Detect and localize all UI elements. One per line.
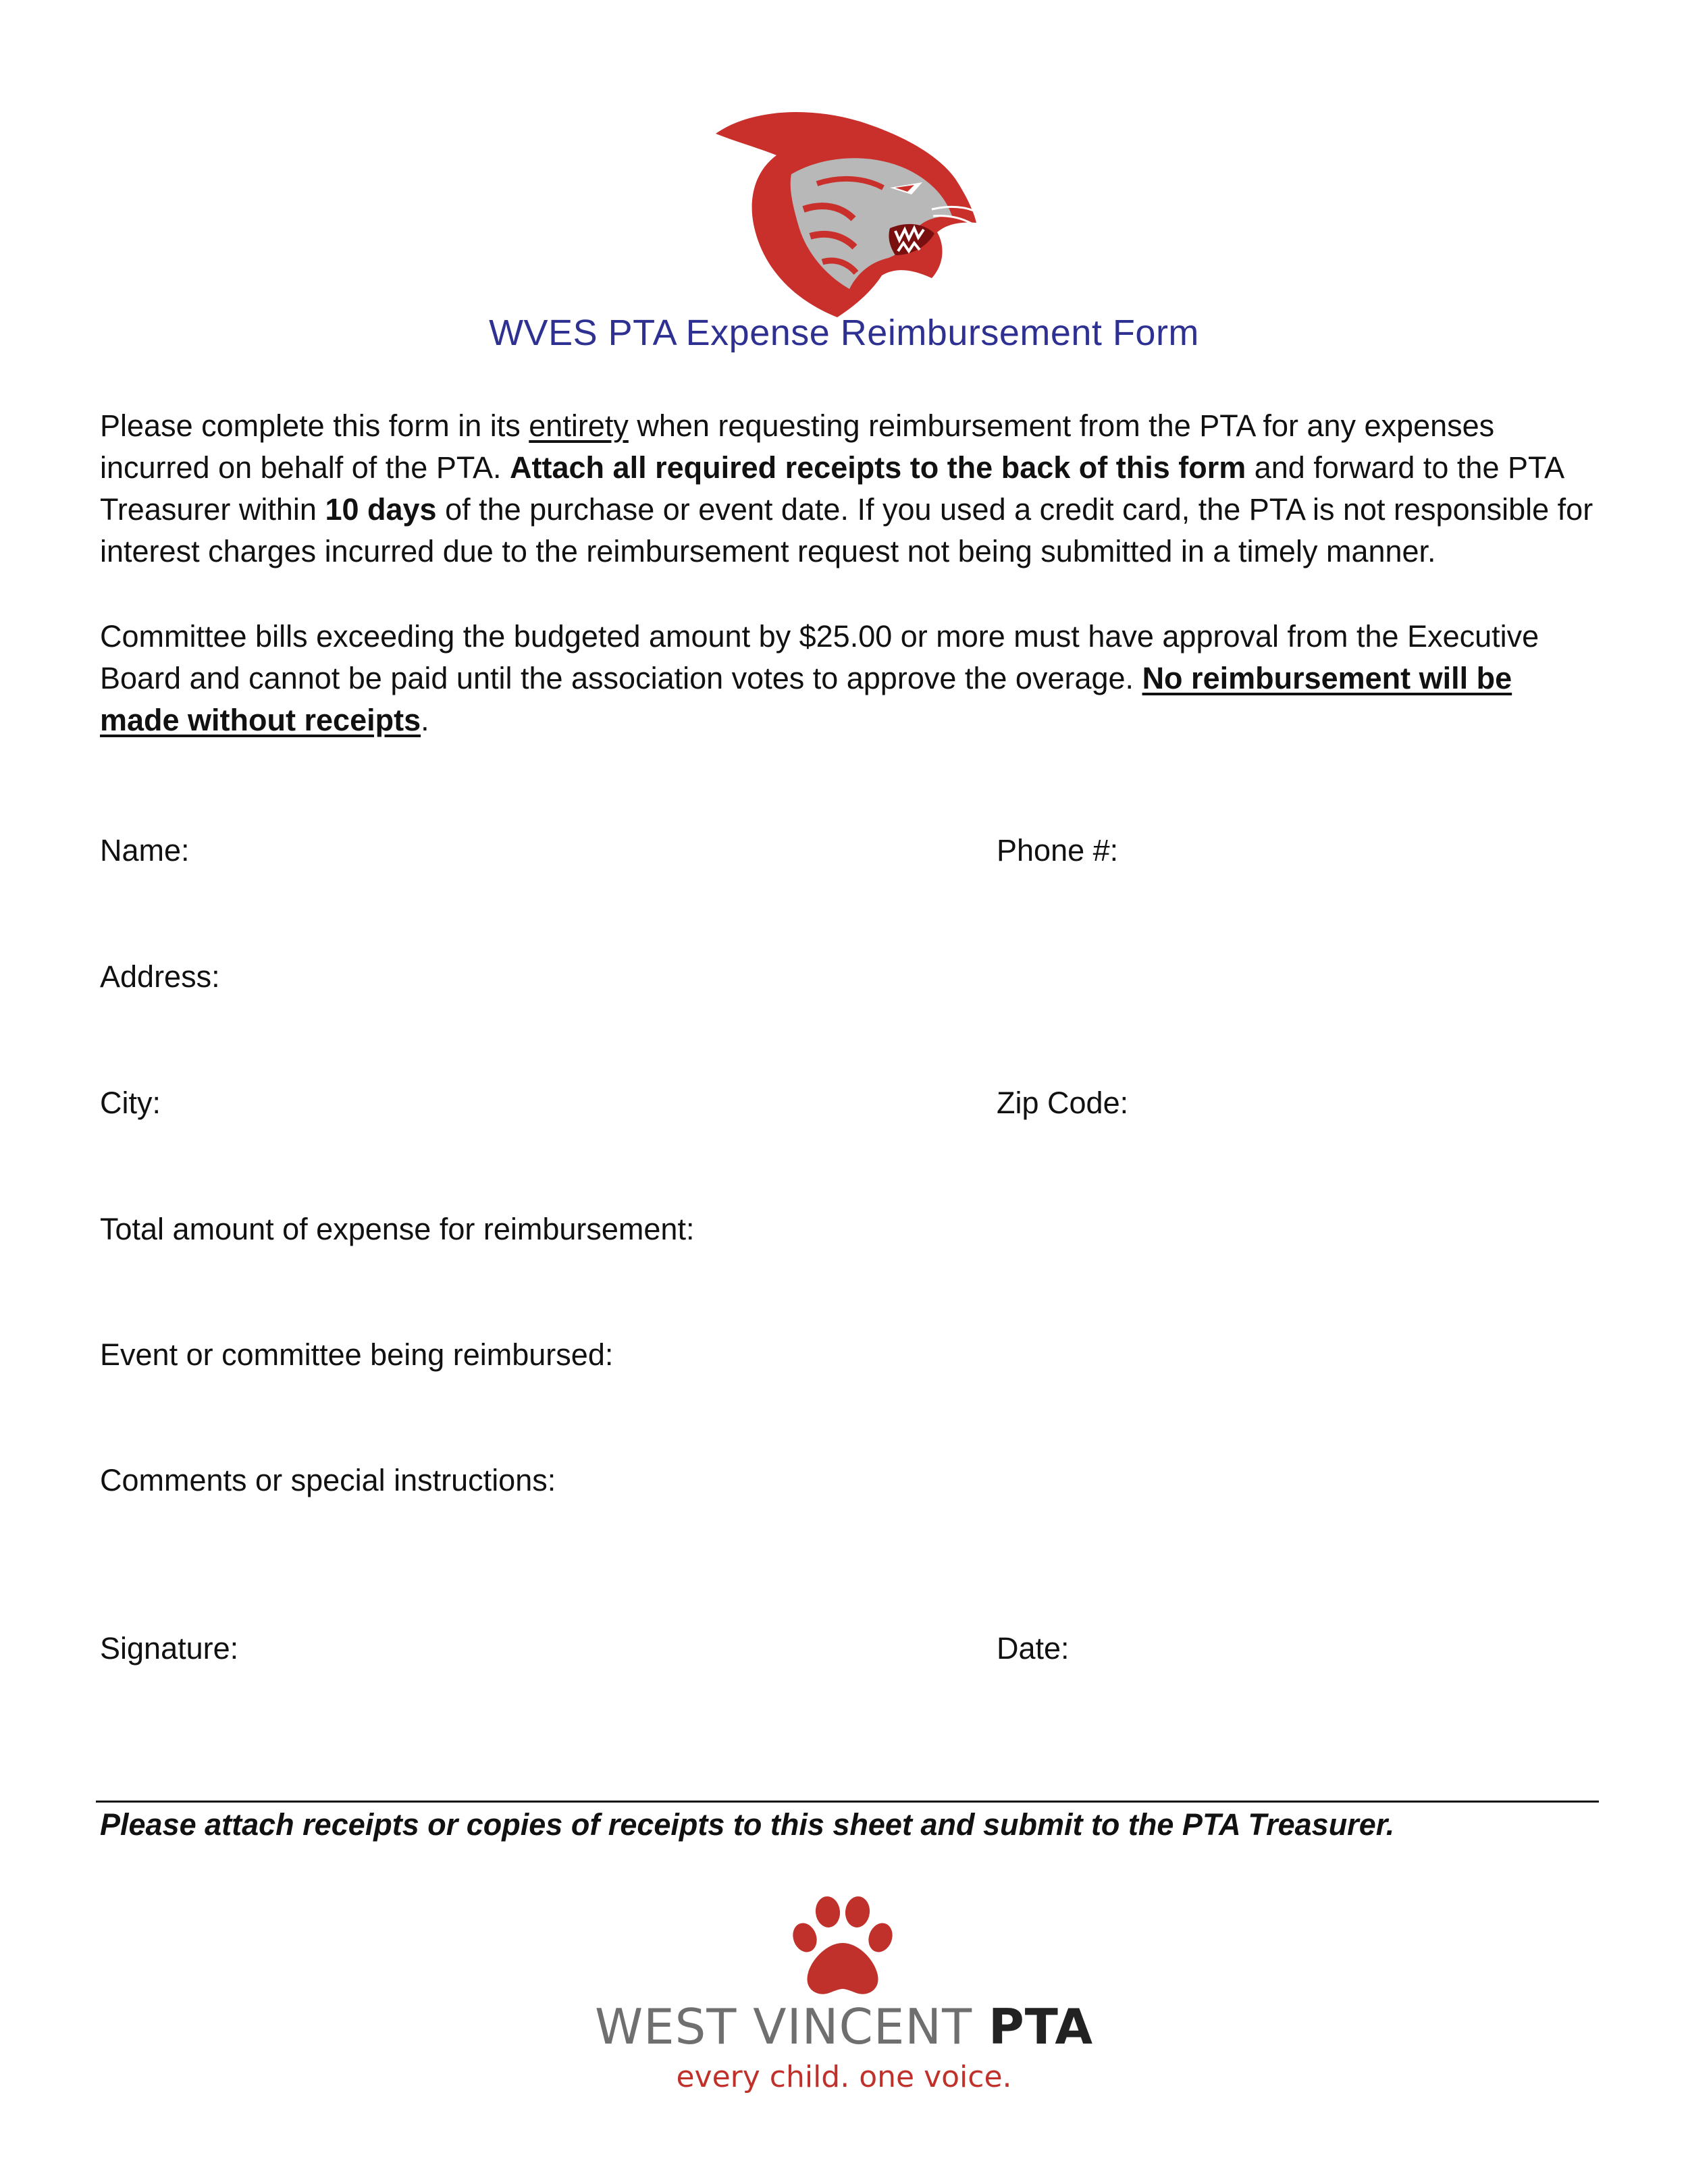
policy-text: .	[421, 703, 429, 737]
wildcat-mascot-icon	[709, 108, 979, 317]
brand-pta: PTA	[988, 1998, 1094, 2055]
brand-tagline: every child. one voice.	[676, 2060, 1012, 2094]
instructions-text: and forward to the PTA Treasurer within	[100, 450, 1563, 527]
name-field-label: Name:	[100, 833, 190, 868]
instructions-text: when requesting reimbursement from the PTA for any expenses incurred on behalf of the PTA.	[100, 408, 1495, 485]
brand-wordmark	[0, 1998, 1688, 2055]
instructions-text: of the purchase or event date. If you used a credit card, the PTA is not responsible for interest charges incurred due to the reimbursement request not being submitted in a timely manner.	[100, 492, 1593, 568]
comments-field-label: Comments or special instructions:	[100, 1463, 556, 1497]
city-field-label: City:	[100, 1086, 161, 1120]
date-field-label: Date:	[997, 1631, 1070, 1666]
footer-divider	[96, 1801, 1599, 1803]
instructions-paragraph	[100, 405, 1599, 572]
address-field-label: Address:	[100, 959, 220, 994]
emphasis-entirety: entirety	[529, 408, 629, 443]
emphasis-no-reimbursement: No reimbursement will be made without receipts	[100, 661, 1512, 737]
instructions-text: Please complete this form in its	[100, 408, 529, 443]
policy-paragraph	[100, 616, 1599, 741]
signature-field-label: Signature:	[100, 1631, 239, 1666]
attach-receipts-note: Please attach receipts or copies of receipts to this sheet and submit to the PTA Treasurer.	[100, 1807, 1395, 1842]
phone-field-label: Phone #:	[997, 833, 1119, 868]
paw-print-icon	[791, 1896, 894, 1998]
form-title: WVES PTA Expense Reimbursement Form	[489, 313, 1199, 353]
brand-name: WEST VINCENT	[594, 1998, 989, 2055]
emphasis-10-days: 10 days	[325, 492, 437, 527]
policy-text: Committee bills exceeding the budgeted amount by $25.00 or more must have approval from the Executive Board and cannot be paid until the association votes to approve the overage.	[100, 619, 1539, 695]
event-committee-field-label: Event or committee being reimbursed:	[100, 1337, 614, 1372]
emphasis-attach-receipts: Attach all required receipts to the back of this form	[510, 450, 1246, 485]
total-amount-field-label: Total amount of expense for reimbursement:	[100, 1212, 695, 1246]
zip-code-field-label: Zip Code:	[997, 1086, 1129, 1120]
